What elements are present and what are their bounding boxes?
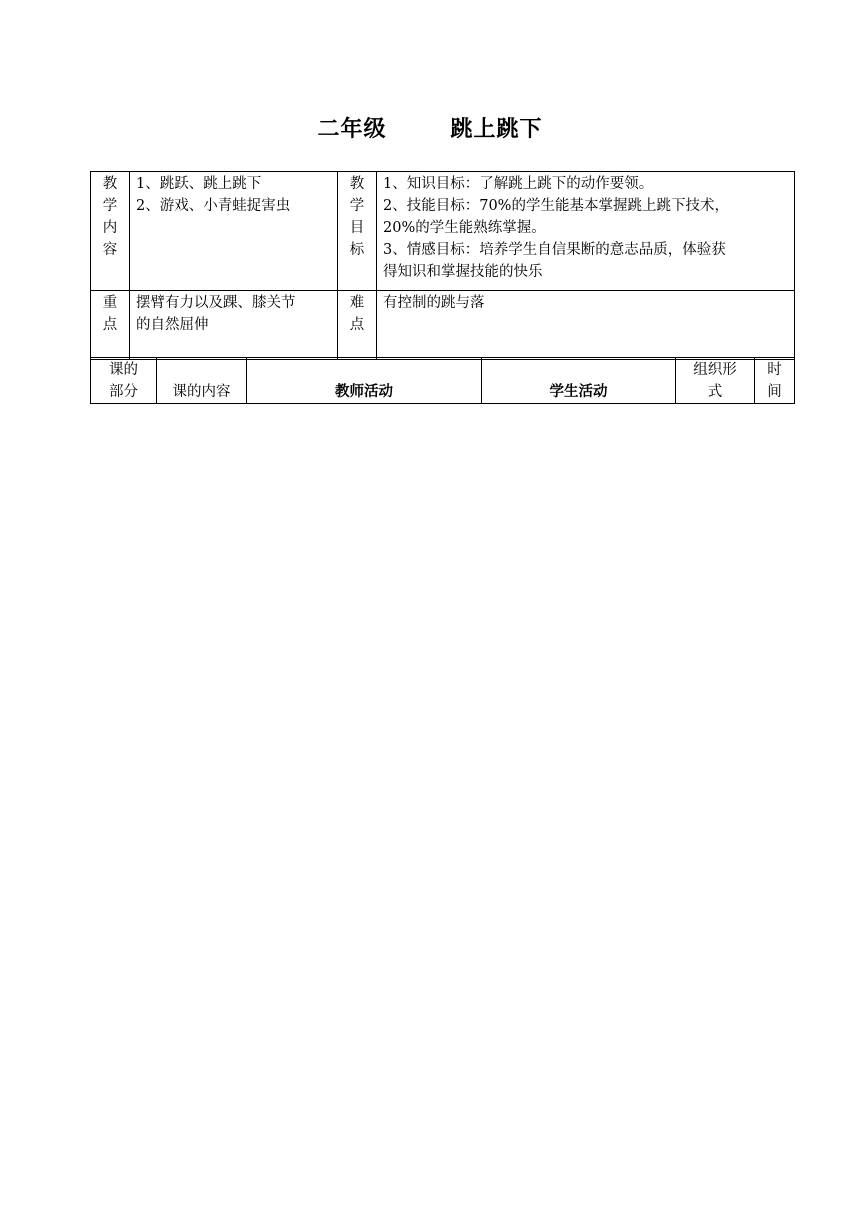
goal-label-cell: 教 学 目 标 xyxy=(338,172,377,291)
title-grade: 二年级 xyxy=(317,117,387,142)
lesson-activity-table xyxy=(90,357,795,404)
difficulty-cell: 有控制的跳与落 xyxy=(377,291,795,360)
time-header: 时 间 xyxy=(755,358,795,404)
organization-form-header: 组织形 式 xyxy=(676,358,755,404)
table-row xyxy=(91,172,795,291)
key-point-label-cell: 重 点 xyxy=(91,291,130,360)
page-title xyxy=(0,112,860,143)
lesson-overview-table xyxy=(90,171,795,360)
student-activity-header: 学生活动 xyxy=(482,358,676,404)
teacher-activity-header: 教师活动 xyxy=(247,358,482,404)
key-point-cell: 摆臂有力以及踝、膝关节 的自然屈伸 xyxy=(130,291,338,360)
teaching-goals-cell: 1、知识目标：了解跳上跳下的动作要领。 2、技能目标：70%的学生能基本掌握跳上跳下技术， 20%的学生能熟练掌握。 3、情感目标：培养学生自信果断的意志品质，体验获 得知识和掌握技能的快乐 xyxy=(377,172,795,291)
difficulty-label-cell: 难 点 xyxy=(338,291,377,360)
table-header-row xyxy=(91,358,795,404)
lesson-part-header: 课的 部分 xyxy=(91,358,157,404)
lesson-content-header: 课的内容 xyxy=(157,358,247,404)
teaching-content-cell: 1、跳跃、跳上跳下 2、游戏、小青蛙捉害虫 xyxy=(130,172,338,291)
table-row xyxy=(91,291,795,360)
content-label-cell: 教 学 内 容 xyxy=(91,172,130,291)
title-topic: 跳上跳下 xyxy=(450,117,543,142)
